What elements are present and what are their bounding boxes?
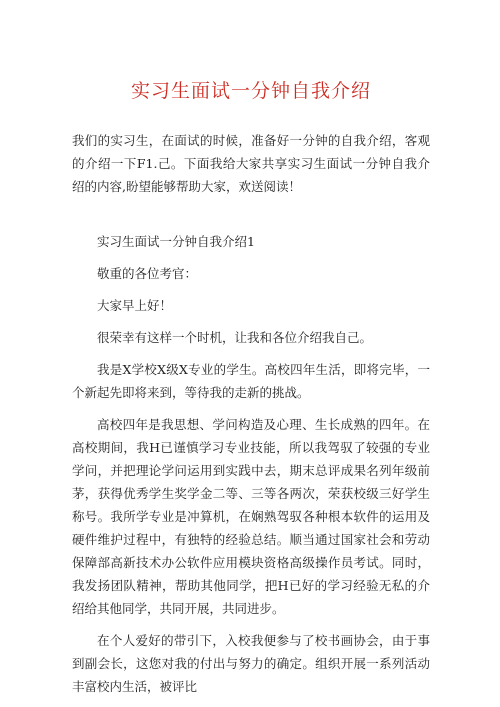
greeting: 敬重的各位考官：	[97, 266, 198, 281]
body-paragraph-3: 高校四年是我思想、学问构造及心理、生长成熟的四年。在高校期间，我H已谨慎学习专业技能，所以我驾驭了较强的专业学问，并把理论学问运用到实践中去，期末总评成果名列年级前茅，获得优秀学生奖学金二等、三等各两次，荣获校级三好学生称号。我所学专业是冲算机，在娴熟驾驭各种根本软件的运用及硬件维护过程中，有独特的经验总结。顺当通过国家社会和劳动保障部高新技术办公软件应用模块资格高级操作员考试。同时，我发扬团队精神，帮助其他同学，把H已好的学习经验无私的介绍给其他同学，共同开展，共同进步。	[72, 417, 430, 616]
body-paragraph-2: 我是X学校X级X专业的学生。高校四年生活，即将完毕，一个新起先即将来到，等待我的走新的挑战。	[72, 362, 430, 400]
body-paragraph-4: 在个人爱好的带引下，入校我便参与了校书画协会，由于事到副会长，这您对我的付出与努力的确定。组织开展一系列活动丰富校内生活，被评比	[72, 633, 430, 694]
body-paragraph-1: 很荣幸有这样一个时机，让我和各位介绍我自己。	[97, 330, 373, 345]
intro-paragraph: 我们的实习生，在面试的时候，准备好一分钟的自我介绍，客观的介绍一下F1.己。下面我给大家共享实习生面试一分钟自我介绍的内容,盼望能够帮助大家，欢送阅读！	[72, 133, 430, 194]
document-body	[72, 230, 430, 698]
hello-line: 大家早上好！	[97, 298, 173, 313]
section-heading: 实习生面试一分钟自我介绍1	[97, 234, 255, 249]
page-title: 实习生面试一分钟自我介绍	[130, 80, 371, 102]
